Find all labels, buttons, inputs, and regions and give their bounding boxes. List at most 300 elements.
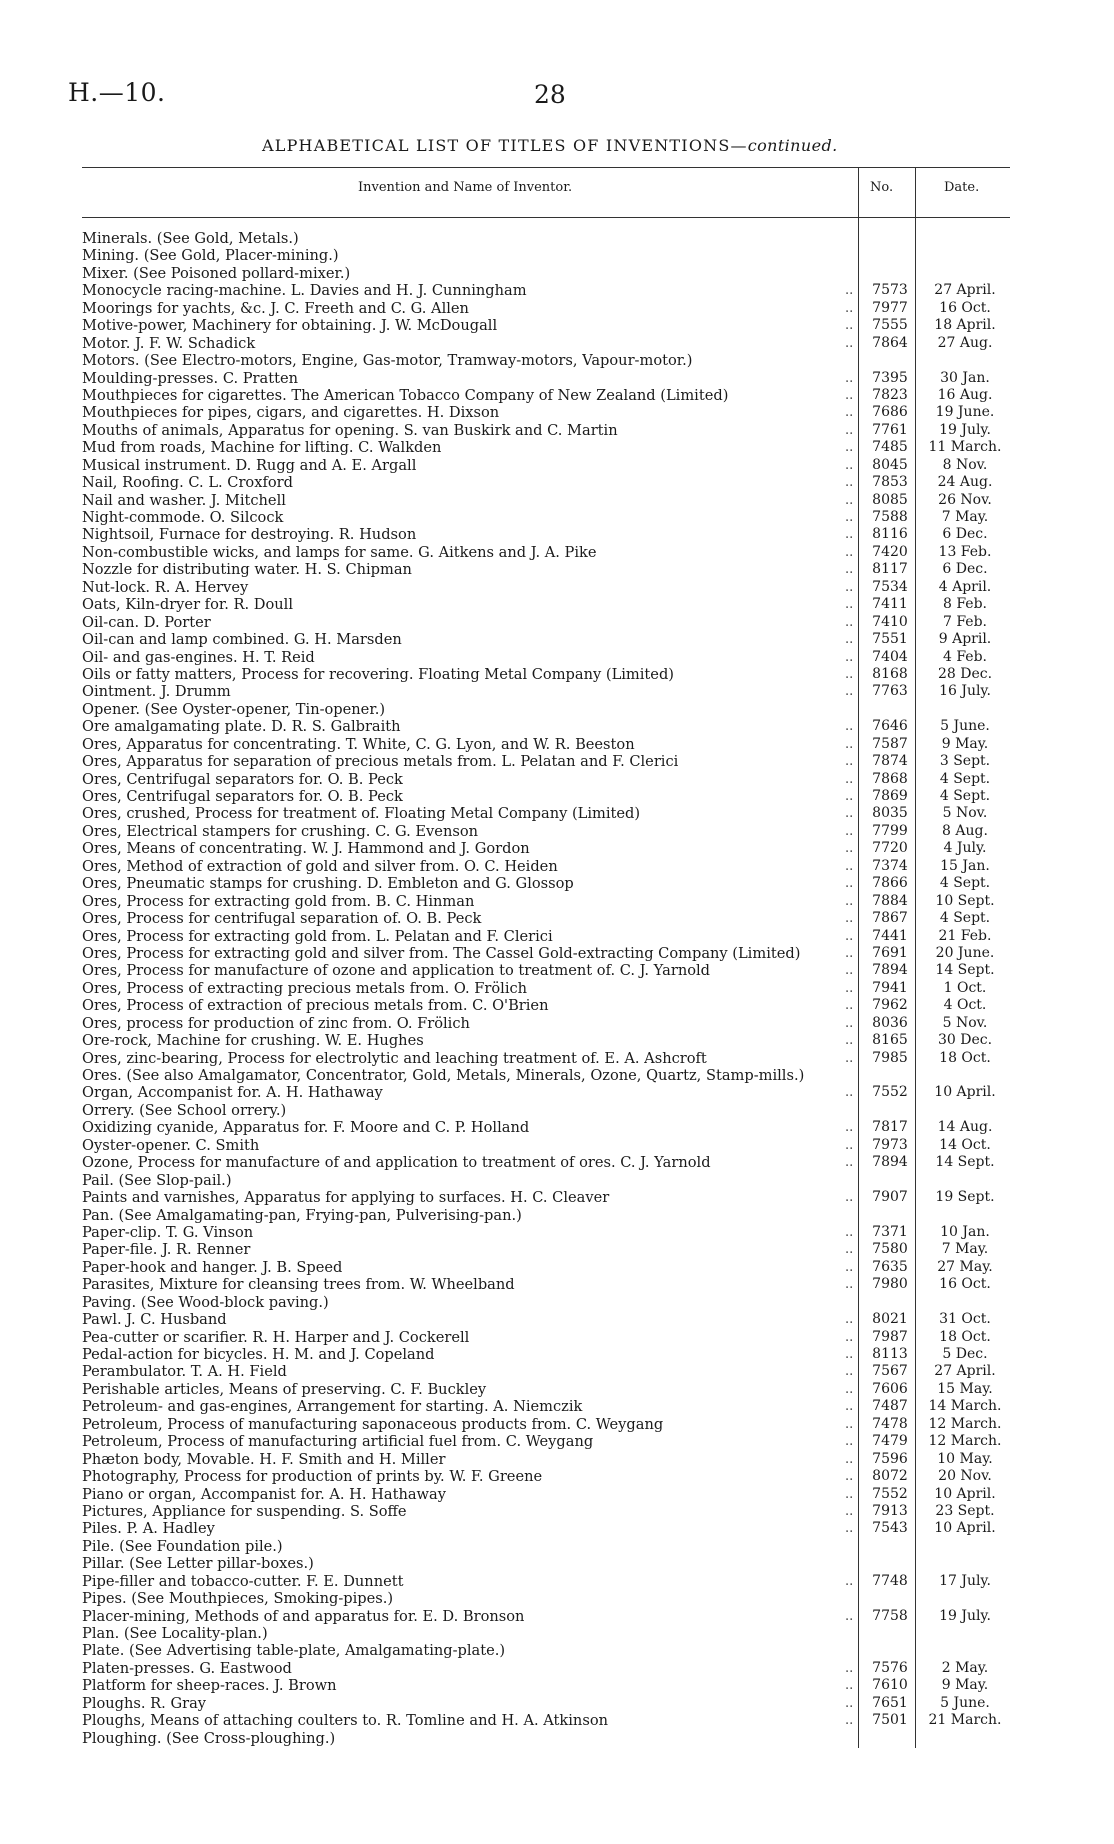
- invention-title: Night-commode. O. Silcock: [82, 509, 284, 526]
- patent-number: 7907: [872, 1189, 908, 1206]
- invention-title: Pipes. (See Mouthpieces, Smoking-pipes.): [82, 1590, 394, 1608]
- table-row: [82, 701, 1010, 718]
- patent-date: 2 May.: [941, 1659, 989, 1676]
- leader-dots: ..: [845, 1713, 854, 1729]
- invention-title: Nightsoil, Furnace for destroying. R. Hudson: [82, 526, 417, 544]
- invention-title: Pea-cutter or scarifier. R. H. Harper and J. Cockerell: [82, 1328, 470, 1346]
- patent-date: 4 July.: [943, 840, 987, 857]
- invention-title: Photography, Process for production of prints by. W. F. Greene: [82, 1468, 543, 1486]
- table-row: [82, 457, 1010, 474]
- patent-number: 7635: [872, 1258, 908, 1275]
- patent-date: 30 Dec.: [937, 1032, 993, 1049]
- leader-dots: ..: [845, 1312, 854, 1328]
- document-reference: H.—10.: [68, 78, 166, 107]
- invention-title: Motors. (See Electro-motors, Engine, Gas-motor, Tramway-motors, Vapour-motor.): [82, 352, 693, 370]
- invention-title: Pictures, Appliance for suspending. S. Soffe: [82, 1502, 407, 1520]
- invention-title: Nozzle for distributing water. H. S. Chipman: [82, 561, 412, 579]
- table-row: [82, 265, 1010, 282]
- invention-title: Ores, Apparatus for concentrating. T. White, C. G. Lyon, and W. R. Beeston: [82, 735, 635, 753]
- leader-dots: ..: [845, 457, 854, 473]
- leader-dots: ..: [845, 318, 854, 334]
- leader-dots: ..: [845, 1660, 854, 1676]
- patent-number: 7985: [872, 1049, 908, 1066]
- invention-title: Mouthpieces for pipes, cigars, and cigarettes. H. Dixson: [82, 404, 500, 422]
- invention-title: Musical instrument. D. Rugg and A. E. Argall: [82, 456, 417, 474]
- patent-number: 8036: [872, 1014, 908, 1031]
- leader-dots: ..: [845, 1469, 854, 1485]
- invention-title: Perambulator. T. A. H. Field: [82, 1363, 287, 1381]
- table-row: [82, 823, 1010, 840]
- table-row: [82, 544, 1010, 561]
- invention-title: Ores, Process for manufacture of ozone and application to treatment of. C. J. Yarnold: [82, 962, 711, 980]
- leader-dots: ..: [845, 1451, 854, 1467]
- patent-number: 8116: [872, 526, 908, 543]
- invention-title: Ores, Centrifugal separators for. O. B. Peck: [82, 788, 403, 805]
- invention-title: Paper-clip. T. G. Vinson: [82, 1223, 254, 1241]
- patent-date: 14 Sept.: [935, 1154, 995, 1171]
- invention-title: Ores, Process for centrifugal separation of. O. B. Peck: [82, 910, 482, 928]
- patent-number: 7977: [872, 299, 908, 316]
- table-row: [82, 910, 1010, 927]
- table-row: [82, 1625, 1010, 1642]
- invention-title: Ores, Pneumatic stamps for crushing. D. Embleton and G. Glossop: [82, 875, 574, 893]
- patent-number: 7651: [872, 1694, 908, 1711]
- invention-title: Minerals. (See Gold, Metals.): [82, 230, 299, 247]
- patent-number: 7404: [872, 648, 908, 665]
- leader-dots: ..: [845, 300, 854, 316]
- patent-date: 6 Dec.: [942, 526, 988, 543]
- invention-title: Mixer. (See Poisoned pollard-mixer.): [82, 264, 351, 282]
- invention-title: Ores, Process for extracting gold and silver from. The Cassel Gold-extracting Company (Limited): [82, 944, 801, 962]
- leader-dots: ..: [845, 440, 854, 456]
- patent-number: 7748: [872, 1572, 908, 1589]
- table-row: [82, 1363, 1010, 1380]
- column-header-invention: Invention and Name of Inventor.: [358, 180, 573, 195]
- patent-date: 13 Feb.: [938, 543, 992, 560]
- patent-date: 27 May.: [937, 1258, 993, 1275]
- table-row: [82, 561, 1010, 578]
- patent-date: 20 June.: [935, 944, 995, 961]
- patent-date: 19 June.: [935, 404, 995, 421]
- patent-date: 14 March.: [928, 1398, 1002, 1415]
- leader-dots: ..: [845, 789, 854, 804]
- table-row: [82, 631, 1010, 648]
- patent-date: 14 Sept.: [935, 962, 995, 979]
- patent-number: 7823: [872, 386, 908, 403]
- invention-title: Pile. (See Foundation pile.): [82, 1537, 283, 1555]
- patent-date: 10 Sept.: [935, 892, 995, 909]
- patent-number: 7534: [872, 578, 908, 595]
- table-row: [82, 753, 1010, 770]
- patent-date: 4 Feb.: [942, 648, 987, 665]
- leader-dots: ..: [845, 1085, 854, 1101]
- invention-title: Moulding-presses. C. Pratten: [82, 369, 298, 387]
- leader-dots: ..: [845, 562, 854, 578]
- patent-date: 5 Nov.: [942, 805, 988, 822]
- table-row: [82, 1712, 1010, 1729]
- patent-number: 8113: [872, 1346, 908, 1362]
- patent-number: 7720: [872, 840, 908, 857]
- patent-number: 7573: [872, 282, 908, 299]
- invention-title: Oil-can and lamp combined. G. H. Marsden: [82, 631, 402, 649]
- table-row: [82, 1520, 1010, 1537]
- invention-title: Pipe-filler and tobacco-cutter. F. E. Dunnett: [82, 1572, 404, 1590]
- invention-title: Ploughs. R. Gray: [82, 1694, 207, 1712]
- patent-number: 7485: [872, 439, 908, 456]
- table-row: [82, 579, 1010, 596]
- leader-dots: ..: [845, 876, 854, 892]
- leader-dots: ..: [845, 1399, 854, 1415]
- patent-number: 7763: [872, 683, 908, 700]
- invention-title: Oxidizing cyanide, Apparatus for. F. Moore and C. P. Holland: [82, 1119, 530, 1137]
- patent-date: 7 Feb.: [942, 613, 987, 630]
- invention-title: Motive-power, Machinery for obtaining. J. W. McDougall: [82, 317, 498, 335]
- patent-number: 7864: [872, 334, 908, 351]
- table-row: [82, 666, 1010, 683]
- invention-title: Ores, Method of extraction of gold and silver from. O. C. Heiden: [82, 857, 558, 875]
- table-row: [82, 1730, 1010, 1747]
- table-row: [82, 1381, 1010, 1398]
- page-title: [262, 136, 838, 155]
- patent-date: 17 July.: [939, 1572, 991, 1589]
- table-row: [82, 300, 1010, 317]
- leader-dots: ..: [845, 649, 854, 665]
- patent-number: 8085: [872, 491, 908, 508]
- table-row: [82, 858, 1010, 875]
- patent-date: 16 Oct.: [939, 299, 991, 316]
- leader-dots: ..: [845, 1033, 854, 1049]
- invention-title: Oil- and gas-engines. H. T. Reid: [82, 648, 315, 666]
- table-row: [82, 788, 1010, 805]
- leader-dots: ..: [845, 754, 854, 770]
- invention-title: Moorings for yachts, &c. J. C. Freeth and C. G. Allen: [82, 299, 469, 317]
- patent-number: 7869: [872, 788, 908, 804]
- leader-dots: ..: [845, 1347, 854, 1362]
- invention-title: Ores, crushed, Process for treatment of. Floating Metal Company (Limited): [82, 805, 641, 823]
- patent-date: 14 Oct.: [939, 1136, 991, 1153]
- patent-number: 7941: [872, 979, 908, 996]
- patent-number: 7606: [872, 1380, 908, 1397]
- patent-date: 8 Feb.: [942, 596, 987, 613]
- table-row: [82, 1241, 1010, 1258]
- table-row: [82, 683, 1010, 700]
- table-row: [82, 1486, 1010, 1503]
- patent-date: 4 April.: [938, 578, 992, 595]
- leader-dots: ..: [845, 719, 854, 735]
- invention-title: Oils or fatty matters, Process for recovering. Floating Metal Company (Limited): [82, 665, 674, 683]
- patent-number: 7411: [872, 596, 908, 613]
- table-row: [82, 1433, 1010, 1450]
- table-row: [82, 1538, 1010, 1555]
- invention-title: Petroleum- and gas-engines, Arrangement for starting. A. Niemczik: [82, 1398, 583, 1416]
- patent-number: 7555: [872, 317, 908, 334]
- patent-number: 7853: [872, 474, 908, 491]
- patent-date: 10 April.: [934, 1485, 996, 1502]
- patent-number: 8072: [872, 1468, 908, 1485]
- patent-date: 3 Sept.: [939, 753, 991, 770]
- patent-date: 10 April.: [934, 1084, 996, 1101]
- patent-date: 10 April.: [934, 1520, 996, 1537]
- invention-title: Ploughs, Means of attaching coulters to. R. Tomline and H. A. Atkinson: [82, 1712, 609, 1730]
- leader-dots: ..: [845, 527, 854, 543]
- patent-date: 4 Sept.: [939, 788, 991, 804]
- table-row: [82, 736, 1010, 753]
- leader-dots: ..: [845, 998, 854, 1014]
- patent-date: 8 Aug.: [942, 822, 988, 839]
- patent-number: 7587: [872, 735, 908, 752]
- leader-dots: ..: [845, 283, 854, 299]
- invention-title: Ores, process for production of zinc from. O. Frölich: [82, 1014, 470, 1032]
- table-row: [82, 526, 1010, 543]
- inventions-list: [82, 230, 1010, 1747]
- leader-dots: ..: [845, 1364, 854, 1380]
- leader-dots: ..: [845, 1695, 854, 1711]
- patent-date: 19 Sept.: [935, 1189, 995, 1206]
- table-row: [82, 439, 1010, 456]
- table-row: [82, 1398, 1010, 1415]
- invention-title: Mouthpieces for cigarettes. The American Tobacco Company of New Zealand (Limited): [82, 386, 729, 404]
- patent-number: 7867: [872, 910, 908, 927]
- invention-title: Orrery. (See School orrery.): [82, 1101, 287, 1119]
- leader-dots: ..: [845, 771, 854, 787]
- patent-date: 8 Nov.: [942, 456, 988, 473]
- leader-dots: ..: [845, 1242, 854, 1258]
- invention-title: Phæton body, Movable. H. F. Smith and H. Miller: [82, 1450, 446, 1468]
- table-row: [82, 1590, 1010, 1607]
- patent-date: 21 Feb.: [938, 927, 992, 944]
- patent-date: 15 May.: [937, 1380, 993, 1397]
- patent-number: 7395: [872, 369, 908, 386]
- patent-number: 7410: [872, 613, 908, 630]
- table-row: [82, 649, 1010, 666]
- leader-dots: ..: [845, 928, 854, 944]
- invention-title: Ores. (See also Amalgamator, Concentrator, Gold, Metals, Minerals, Ozone, Quartz, Stamp-mills.): [82, 1067, 805, 1084]
- patent-date: 9 May.: [941, 735, 989, 752]
- patent-date: 16 Oct.: [939, 1276, 991, 1293]
- leader-dots: ..: [845, 335, 854, 351]
- leader-dots: ..: [845, 684, 854, 700]
- table-row: [82, 1660, 1010, 1677]
- table-row: [82, 980, 1010, 997]
- patent-date: 11 March.: [928, 439, 1002, 456]
- table-row: [82, 718, 1010, 735]
- patent-number: 7551: [872, 631, 908, 648]
- leader-dots: ..: [845, 945, 854, 961]
- patent-number: 7596: [872, 1450, 908, 1467]
- table-row: [82, 928, 1010, 945]
- leader-dots: ..: [845, 963, 854, 979]
- patent-number: 7874: [872, 753, 908, 770]
- table-row: [82, 1329, 1010, 1346]
- leader-dots: ..: [845, 1224, 854, 1240]
- table-row: [82, 1032, 1010, 1049]
- leader-dots: ..: [845, 370, 854, 386]
- leader-dots: ..: [845, 597, 854, 613]
- patent-number: 7962: [872, 997, 908, 1014]
- patent-number: 7799: [872, 822, 908, 839]
- patent-number: 7576: [872, 1659, 908, 1676]
- patent-date: 12 March.: [928, 1433, 1002, 1450]
- leader-dots: ..: [845, 1503, 854, 1519]
- patent-date: 10 May.: [937, 1450, 993, 1467]
- leader-dots: ..: [845, 1434, 854, 1450]
- table-row: [82, 614, 1010, 631]
- leader-dots: ..: [845, 666, 854, 682]
- leader-dots: ..: [845, 1190, 854, 1206]
- invention-title: Piano or organ, Accompanist for. A. H. Hathaway: [82, 1485, 446, 1503]
- column-header-number: No.: [870, 180, 894, 195]
- invention-title: Nut-lock. R. A. Hervey: [82, 578, 249, 596]
- invention-title: Pan. (See Amalgamating-pan, Frying-pan, Pulverising-pan.): [82, 1206, 522, 1224]
- invention-title: Organ, Accompanist for. A. H. Hathaway: [82, 1084, 383, 1102]
- leader-dots: ..: [845, 1259, 854, 1275]
- patent-date: 27 April.: [934, 1363, 996, 1380]
- table-row: [82, 509, 1010, 526]
- patent-number: 7487: [872, 1398, 908, 1415]
- patent-number: 7478: [872, 1415, 908, 1432]
- invention-title: Mouths of animals, Apparatus for opening. S. van Buskirk and C. Martin: [82, 421, 618, 439]
- patent-number: 7646: [872, 718, 908, 735]
- patent-date: 26 Nov.: [938, 491, 992, 508]
- patent-date: 5 June.: [940, 1694, 990, 1711]
- patent-number: 7868: [872, 770, 908, 787]
- table-row: [82, 875, 1010, 892]
- patent-number: 7501: [872, 1712, 908, 1729]
- table-row: [82, 1084, 1010, 1101]
- table-row: [82, 370, 1010, 387]
- patent-date: 20 Nov.: [938, 1468, 992, 1485]
- table-row: [82, 1015, 1010, 1032]
- invention-title: Parasites, Mixture for cleansing trees from. W. Wheelband: [82, 1276, 515, 1294]
- patent-date: 24 Aug.: [937, 474, 993, 491]
- patent-date: 18 Oct.: [939, 1049, 991, 1066]
- patent-number: 7817: [872, 1119, 908, 1136]
- table-row: [82, 1416, 1010, 1433]
- table-row: [82, 422, 1010, 439]
- patent-date: 27 April.: [934, 282, 996, 299]
- table-row: [82, 1189, 1010, 1206]
- leader-dots: ..: [845, 1573, 854, 1589]
- invention-title: Paper-hook and hanger. J. B. Speed: [82, 1258, 343, 1276]
- patent-number: 7913: [872, 1502, 908, 1519]
- invention-title: Paper-file. J. R. Renner: [82, 1241, 251, 1259]
- table-row: [82, 893, 1010, 910]
- table-row: [82, 474, 1010, 491]
- patent-date: 21 March.: [928, 1712, 1002, 1729]
- invention-title: Ores, zinc-bearing, Process for electrolytic and leaching treatment of. E. A. Ashcroft: [82, 1049, 707, 1067]
- table-row: [82, 492, 1010, 509]
- invention-title: Paving. (See Wood-block paving.): [82, 1293, 329, 1311]
- patent-number: 7761: [872, 421, 908, 438]
- table-row: [82, 1172, 1010, 1189]
- patent-number: 7479: [872, 1433, 908, 1450]
- patent-date: 4 Sept.: [939, 770, 991, 787]
- patent-date: 12 March.: [928, 1415, 1002, 1432]
- table-row: [82, 771, 1010, 788]
- patent-date: 28 Dec.: [937, 665, 993, 682]
- invention-title: Platform for sheep-races. J. Brown: [82, 1677, 337, 1695]
- invention-title: Ore-rock, Machine for crushing. W. E. Hughes: [82, 1032, 424, 1050]
- leader-dots: ..: [845, 980, 854, 996]
- title-text: ALPHABETICAL LIST OF TITLES OF INVENTIONS—: [262, 136, 748, 155]
- leader-dots: ..: [845, 1608, 854, 1624]
- table-row: [82, 962, 1010, 979]
- patent-date: 15 Jan.: [940, 857, 990, 874]
- leader-dots: ..: [845, 387, 854, 403]
- patent-number: 7580: [872, 1241, 908, 1258]
- title-continued: continued.: [747, 136, 838, 155]
- table-row: [82, 1695, 1010, 1712]
- patent-number: 8021: [872, 1311, 908, 1328]
- invention-title: Ploughing. (See Cross-ploughing.): [82, 1729, 336, 1747]
- patent-date: 18 April.: [934, 317, 996, 334]
- leader-dots: ..: [845, 1521, 854, 1537]
- leader-dots: ..: [845, 1050, 854, 1066]
- table-row: [82, 1259, 1010, 1276]
- invention-title: Nail and washer. J. Mitchell: [82, 491, 286, 509]
- patent-number: 8117: [872, 561, 908, 578]
- patent-number: 7567: [872, 1363, 908, 1380]
- patent-number: 7374: [872, 857, 908, 874]
- patent-date: 5 Dec.: [942, 1346, 988, 1362]
- leader-dots: ..: [845, 1277, 854, 1293]
- patent-number: 7543: [872, 1520, 908, 1537]
- patent-number: 8045: [872, 456, 908, 473]
- leader-dots: ..: [845, 1416, 854, 1432]
- invention-title: Ores, Process for extracting gold from. L. Pelatan and F. Clerici: [82, 927, 553, 945]
- patent-number: 7441: [872, 927, 908, 944]
- patent-number: 7552: [872, 1084, 908, 1101]
- table-row: [82, 1642, 1010, 1659]
- leader-dots: ..: [845, 911, 854, 927]
- table-row: [82, 805, 1010, 822]
- leader-dots: ..: [845, 1381, 854, 1397]
- invention-title: Motor. J. F. W. Schadick: [82, 334, 256, 352]
- table-row: [82, 230, 1010, 247]
- table-row: [82, 1555, 1010, 1572]
- table-row: [82, 404, 1010, 421]
- leader-dots: ..: [845, 1329, 854, 1345]
- invention-title: Paints and varnishes, Apparatus for applying to surfaces. H. C. Cleaver: [82, 1189, 610, 1207]
- page-number: 28: [534, 80, 566, 109]
- invention-title: Ores, Electrical stampers for crushing. C. G. Evenson: [82, 822, 479, 840]
- invention-title: Pedal-action for bicycles. H. M. and J. Copeland: [82, 1346, 435, 1363]
- invention-title: Non-combustible wicks, and lamps for same. G. Aitkens and J. A. Pike: [82, 543, 597, 561]
- patent-number: 7420: [872, 543, 908, 560]
- table-row: [82, 1119, 1010, 1136]
- table-row: [82, 1102, 1010, 1119]
- table-row: [82, 317, 1010, 334]
- leader-dots: ..: [845, 858, 854, 874]
- leader-dots: ..: [845, 1137, 854, 1153]
- invention-title: Petroleum, Process of manufacturing saponaceous products from. C. Weygang: [82, 1415, 664, 1433]
- invention-title: Ores, Means of concentrating. W. J. Hammond and J. Gordon: [82, 840, 530, 858]
- patent-date: 16 Aug.: [937, 386, 993, 403]
- leader-dots: ..: [845, 841, 854, 857]
- patent-date: 16 July.: [939, 683, 991, 700]
- patent-number: 7610: [872, 1677, 908, 1694]
- patent-date: 5 Nov.: [942, 1014, 988, 1031]
- leader-dots: ..: [845, 806, 854, 822]
- patent-date: 30 Jan.: [940, 369, 990, 386]
- patent-date: 6 Dec.: [942, 561, 988, 578]
- invention-title: Placer-mining, Methods of and apparatus for. E. D. Bronson: [82, 1607, 525, 1625]
- table-row: [82, 840, 1010, 857]
- invention-title: Oil-can. D. Porter: [82, 613, 211, 631]
- table-row: [82, 1573, 1010, 1590]
- invention-title: Ointment. J. Drumm: [82, 683, 231, 701]
- patent-date: 9 April.: [938, 631, 992, 648]
